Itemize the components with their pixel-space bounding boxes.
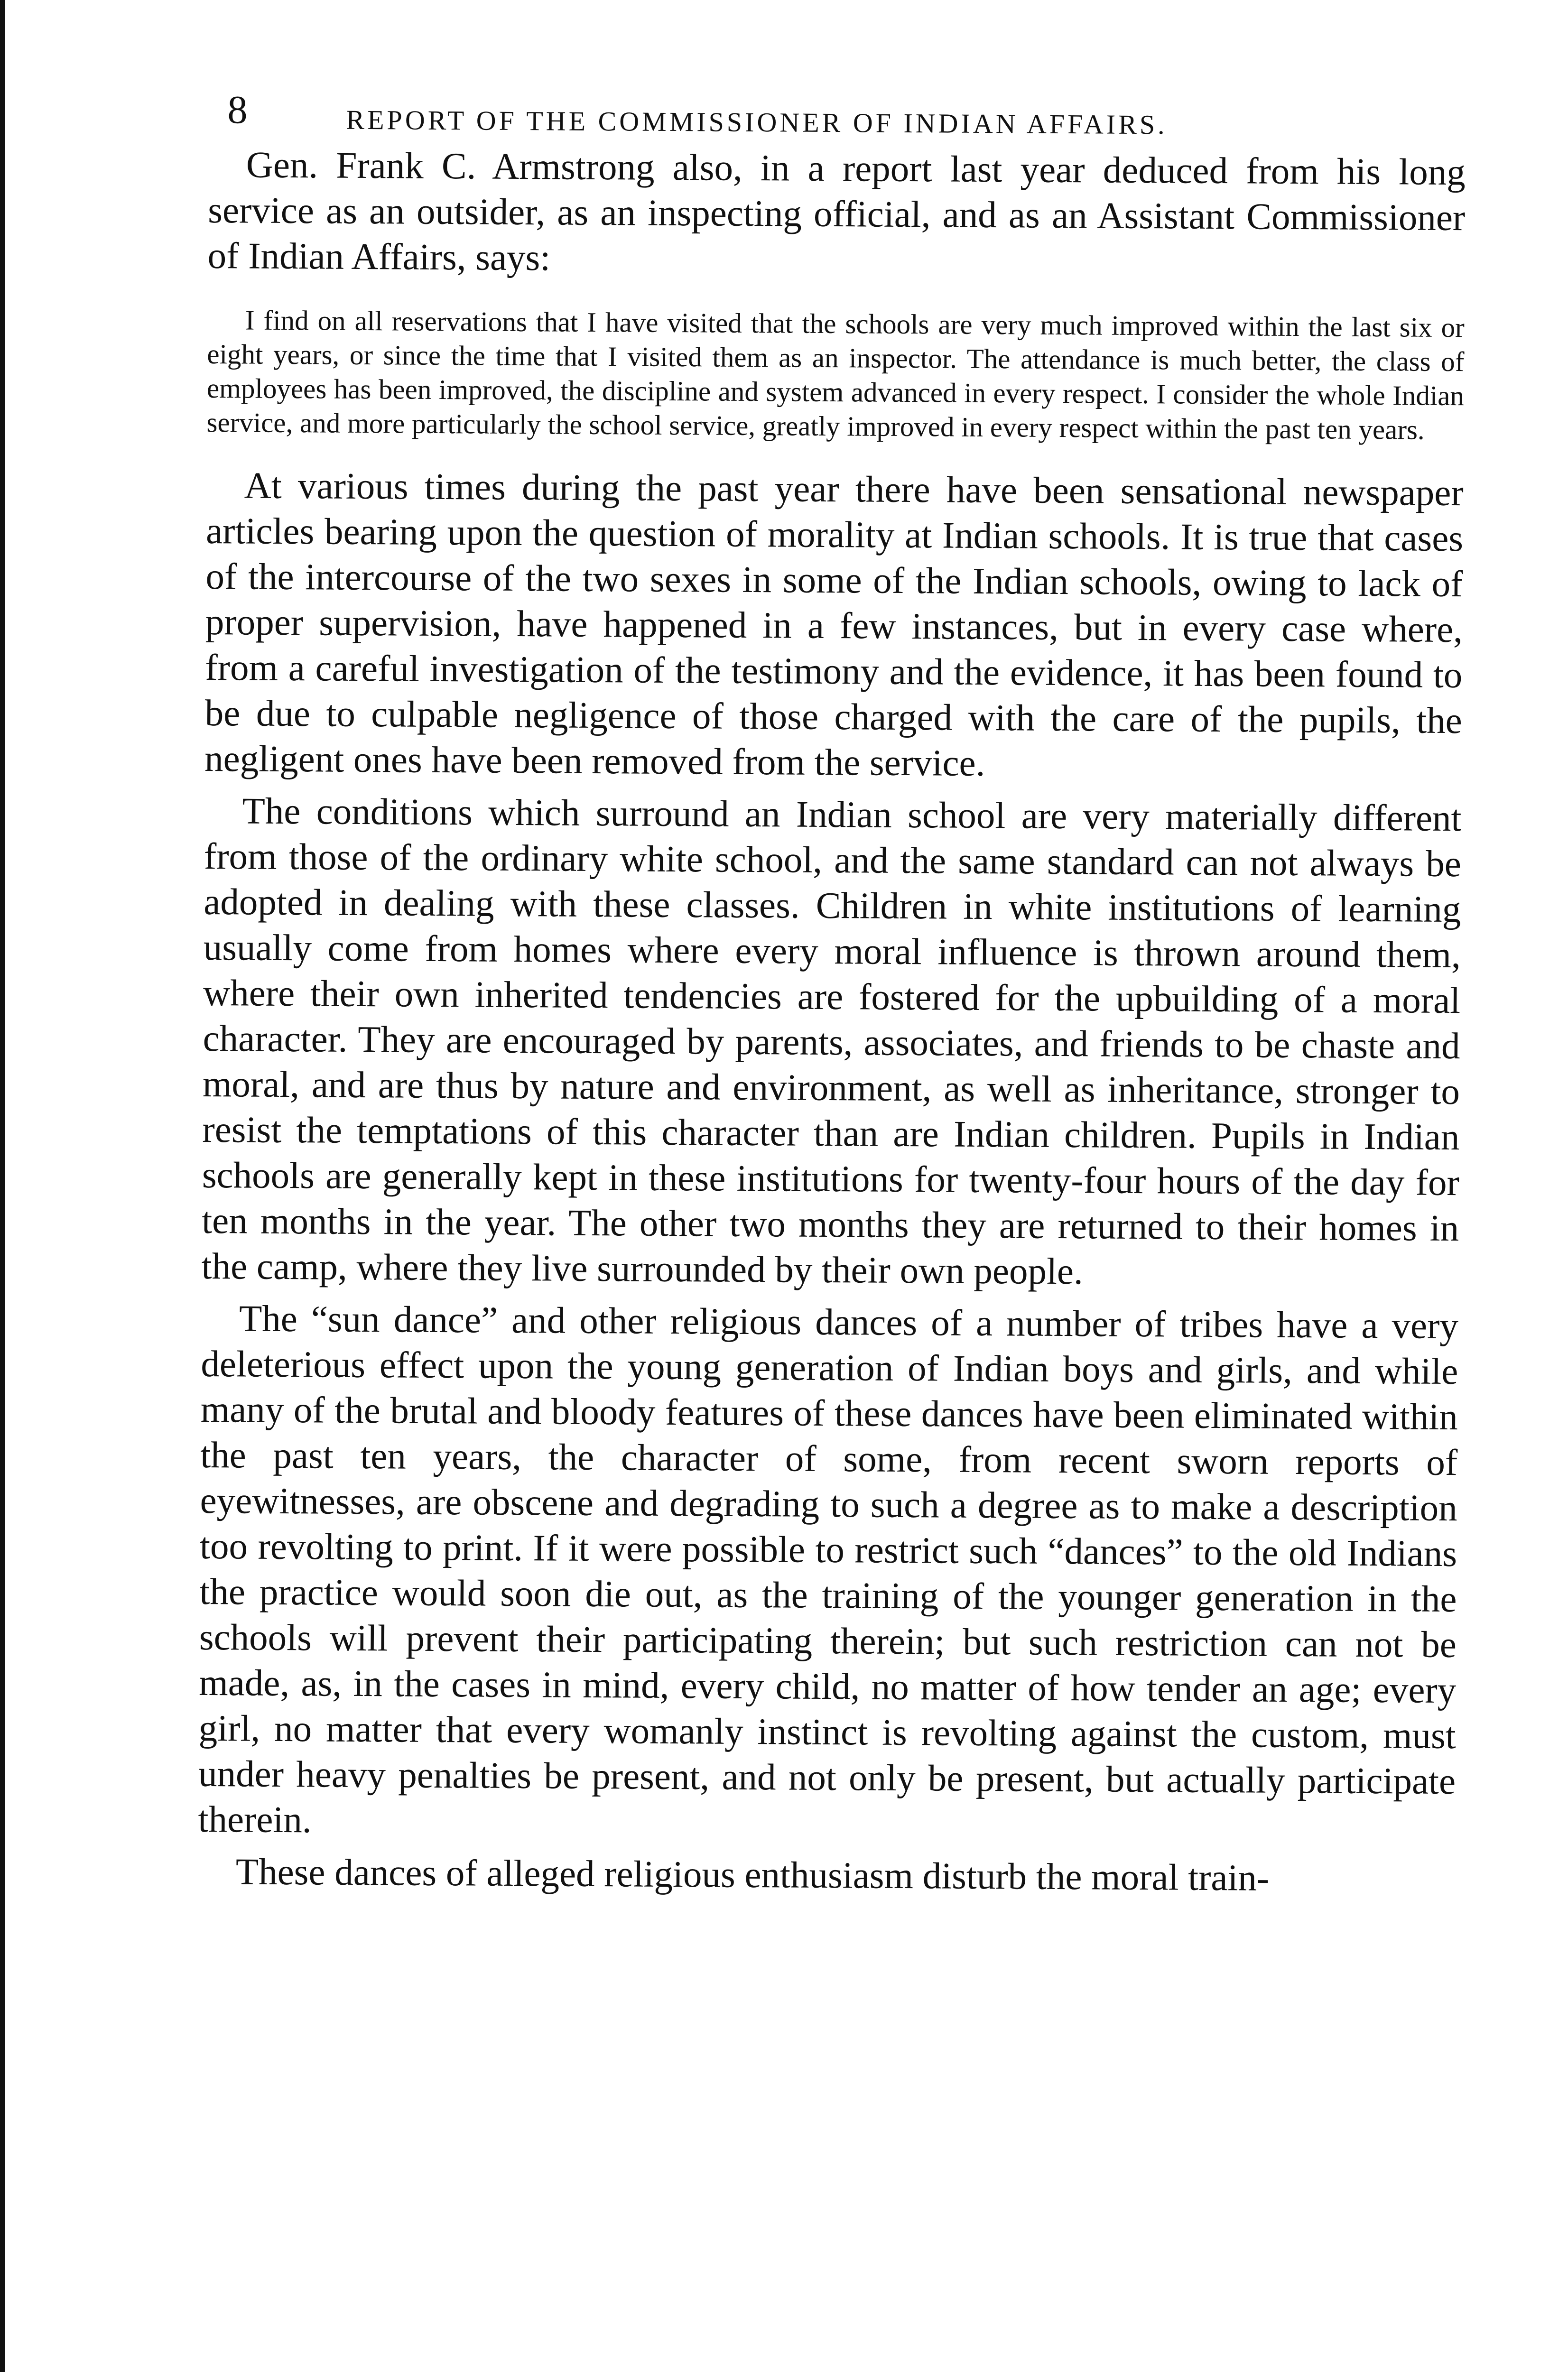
paragraph-sun-dance: The “sun dance” and other religious dances of a number of tribes have a very deleterious effect upon the young generation of Indian boys and girls, and while many of the brutal and bloody features of these dances have been eliminated within the past ten years, the character of some, from recent sworn reports of eyewitnesses, are obscene and degrading to such a degree as to make a description too revolting to print. If it were possible to restrict such “dances” to the old Indians the practice would soon die out, as the training of the younger generation in the schools will prevent their participating therein; but such restriction can not be made, as, in the cases in mind, every child, no matter of how tender an age; every girl, no matter that every womanly instinct is revolting against the custom, must under heavy penalties be present, and not only be present, but actually participate therein.: [198, 1298, 1459, 1841]
text-column: [198, 76, 1466, 1902]
block-quote-armstrong: I find on all reservations that I have visited that the schools are very much improved within the last six or eight years, or since the time that I visited them as an inspector. The attendance is much better, the class of employees has been improved, the discipline and system advanced in every respect. I consider the whole Indian service, and more particularly the school service, greatly improved in every respect within the past ten years.: [206, 304, 1465, 445]
paragraph-morality-articles: At various times during the past year there have been sensational newspaper articles bearing upon the question of morality at Indian schools. It is true that cases of the intercourse of the two sexes in some of the Indian schools, owing to lack of proper supervision, have happened in a few instances, but in every case where, from a careful investigation of the testimony and the evidence, it has been found to be due to culpable negligence of those charged with the care of the pupils, the negligent ones have been removed from the service.: [204, 465, 1464, 785]
running-title: REPORT OF THE COMMISSIONER OF INDIAN AFFAIRS.: [346, 104, 1168, 140]
paragraph-dances-continued: These dances of alleged religious enthusiasm disturb the moral train-: [235, 1851, 1270, 1899]
running-head: [208, 76, 1466, 150]
scan-edge-left: [0, 0, 5, 2372]
paragraph-armstrong-intro: Gen. Frank C. Armstrong also, in a report last year deduced from his long service as an outsider, as an inspecting official, and as an Assistant Commissioner of Indian Affairs, says:: [207, 144, 1466, 279]
paragraph-school-conditions: The conditions which surround an Indian school are very materially different from those of the ordinary white school, and the same standard can not always be adopted in dealing with these classes. Children in white institutions of learning usually come from homes where every moral influence is thrown around them, where their own inherited tendencies are fostered for the upbuilding of a moral character. They are encouraged by parents, associates, and friends to be chaste and moral, and are thus by nature and environment, as well as inheritance, stronger to resist the temptations of this character than are Indian children. Pupils in Indian schools are generally kept in these institutions for twenty-four hours of the day for ten months in the year. The other two months they are returned to their homes in the camp, where they live surrounded by their own people.: [201, 790, 1462, 1293]
page-number: 8: [227, 88, 248, 132]
